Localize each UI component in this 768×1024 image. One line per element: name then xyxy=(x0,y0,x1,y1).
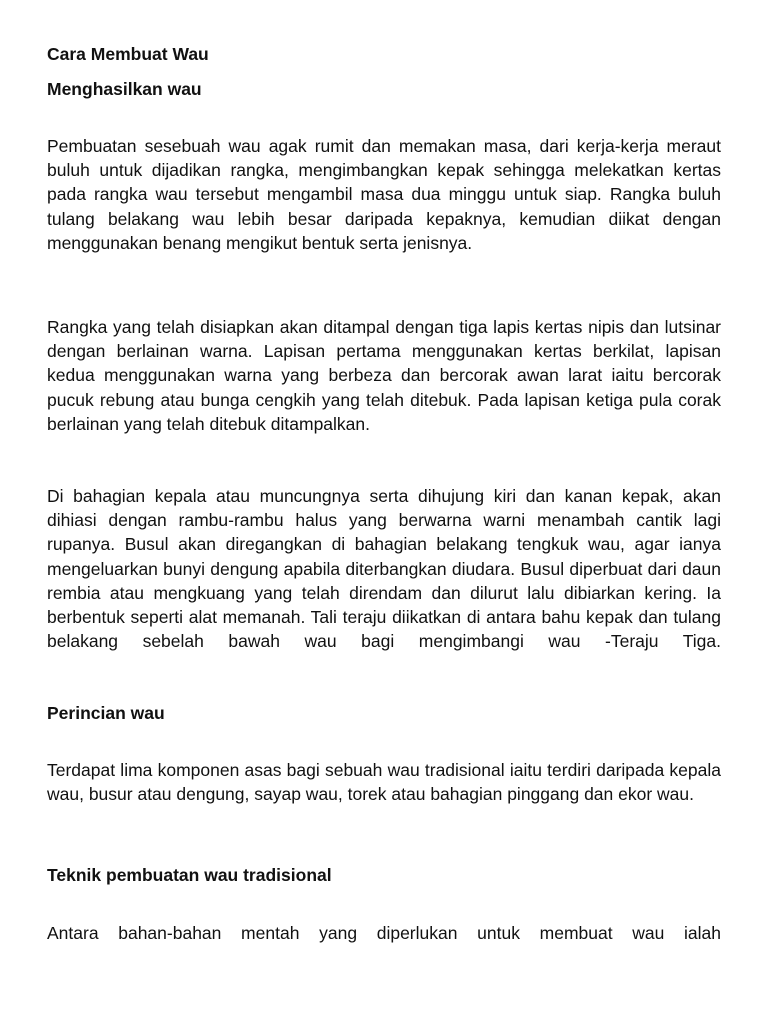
section-heading-menghasilkan: Menghasilkan wau xyxy=(47,79,202,99)
paragraph-5: Antara bahan-bahan mentah yang diperlukan untuk membuat wau ialah xyxy=(47,923,721,943)
paragraph-3: Di bahagian kepala atau muncungnya serta dihujung kiri dan kanan kepak, akan dihiasi dengan rambu-rambu halus yang berwarna warni menambah cantik lagi rupanya. Busul akan diregangkan di bahagian belakang tengkuk wau, agar ianya mengeluarkan bunyi dengung apabila diterbangkan diudara. Busul diperbuat dari daun rembia atau mengkuang yang telah direndam dan dilurut lalu dibiarkan kering. Ia berbentuk seperti alat memanah. Tali teraju diikatkan di antara bahu kepak dan tulang belakang sebelah bawah wau bagi mengimbangi wau -Teraju Tiga. xyxy=(47,486,721,652)
document-title: Cara Membuat Wau xyxy=(47,44,209,64)
section-heading-perincian: Perincian wau xyxy=(47,703,165,723)
section-heading-teknik: Teknik pembuatan wau tradisional xyxy=(47,865,332,885)
paragraph-1: Pembuatan sesebuah wau agak rumit dan memakan masa, dari kerja-kerja meraut buluh untuk dijadikan rangka, mengimbangkan kepak sehingga melekatkan kertas pada rangka wau tersebut mengambil masa dua minggu untuk siap. Rangka buluh tulang belakang wau lebih besar daripada kepaknya, kemudian diikat dengan menggunakan benang mengikut bentuk serta jenisnya. xyxy=(47,136,721,253)
paragraph-2: Rangka yang telah disiapkan akan ditampal dengan tiga lapis kertas nipis dan lutsinar dengan berlainan warna. Lapisan pertama menggunakan kertas berkilat, lapisan kedua menggunakan warna yang berbeza dan bercorak awan larat iaitu bercorak pucuk rebung atau bunga cengkih yang telah ditebuk. Pada lapisan ketiga pula corak berlainan yang telah ditebuk ditampalkan. xyxy=(47,317,721,434)
paragraph-4: Terdapat lima komponen asas bagi sebuah wau tradisional iaitu terdiri daripada kepala wau, busur atau dengung, sayap wau, torek atau bahagian pinggang dan ekor wau. xyxy=(47,760,721,805)
